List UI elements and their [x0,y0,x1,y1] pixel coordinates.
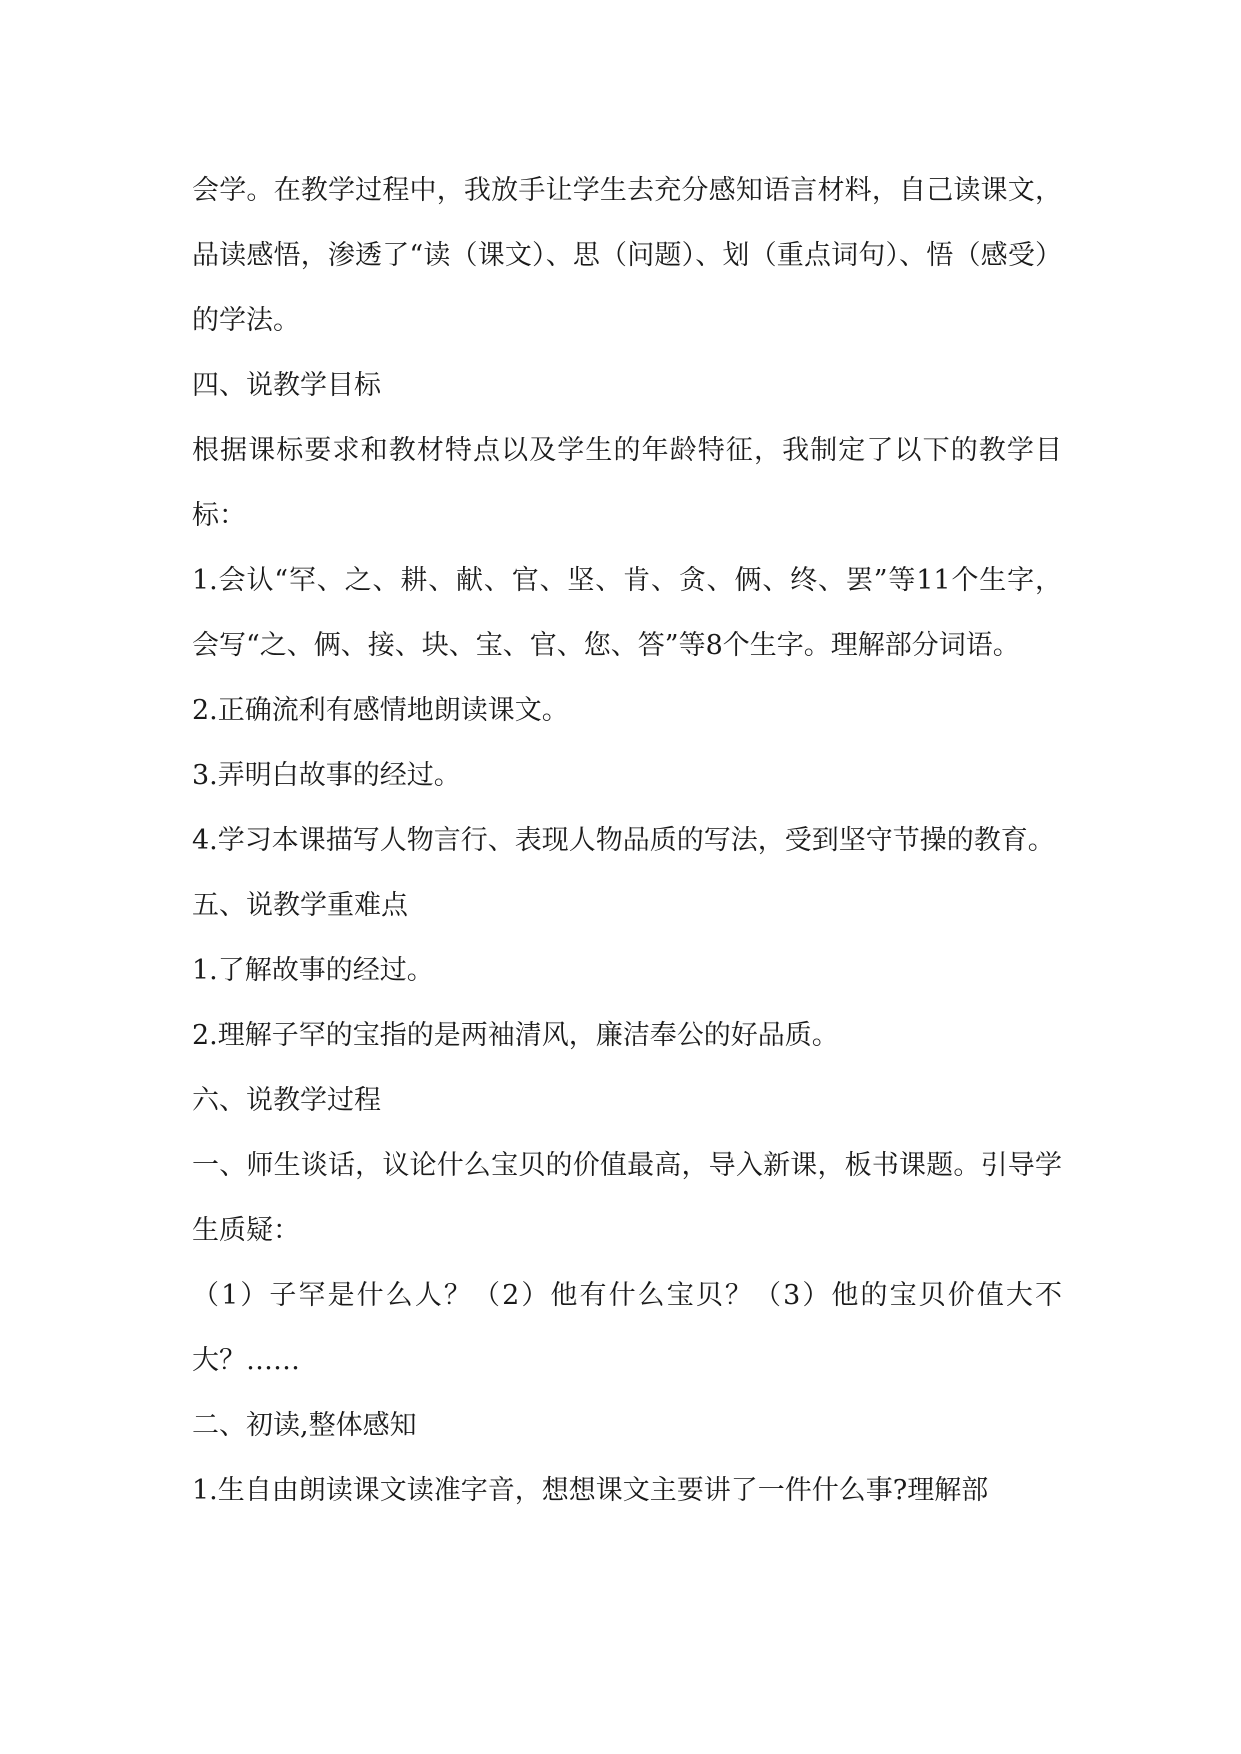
heading-teaching-process: 六、说教学过程 [192,1085,381,1116]
process-step-2-heading: 二、初读,整体感知 [192,1410,417,1441]
heading-teaching-goals: 四、说教学目标 [192,370,381,401]
goal-item-1: 1.会认“罕、之、耕、献、官、坚、肯、贪、俩、终、罢”等11个生字，会写“之、俩、接、块、宝、官、您、答”等8个生字。理解部分词语。 [192,565,1062,661]
process-step-2-item-1: 1.生自由朗读课文读准字音，想想课文主要讲了一件什么事?理解部 [192,1475,989,1506]
heading-key-points: 五、说教学重难点 [192,890,408,921]
key-point-1: 1.了解故事的经过。 [192,955,434,986]
goal-item-4: 4.学习本课描写人物言行、表现人物品质的写法，受到坚守节操的教育。 [192,825,1055,856]
goal-item-3: 3.弄明白故事的经过。 [192,760,461,791]
paragraph-goals-intro: 根据课标要求和教材特点以及学生的年龄特征，我制定了以下的教学目标： [192,435,1062,531]
process-step-1: 一、师生谈话，议论什么宝贝的价值最高，导入新课，板书课题。引导学生质疑： [192,1150,1062,1246]
document-body [192,158,1062,1523]
key-point-2: 2.理解子罕的宝指的是两袖清风，廉洁奉公的好品质。 [192,1020,839,1051]
paragraph-teaching-method: 会学。在教学过程中，我放手让学生去充分感知语言材料，自己读课文，品读感悟，渗透了“读（课文）、思（问题）、划（重点词句）、悟（感受）的学法。 [192,175,1062,336]
goal-item-2: 2.正确流利有感情地朗读课文。 [192,695,569,726]
process-step-1-questions: （1）子罕是什么人？（2）他有什么宝贝？（3）他的宝贝价值大不大？…… [192,1280,1062,1376]
